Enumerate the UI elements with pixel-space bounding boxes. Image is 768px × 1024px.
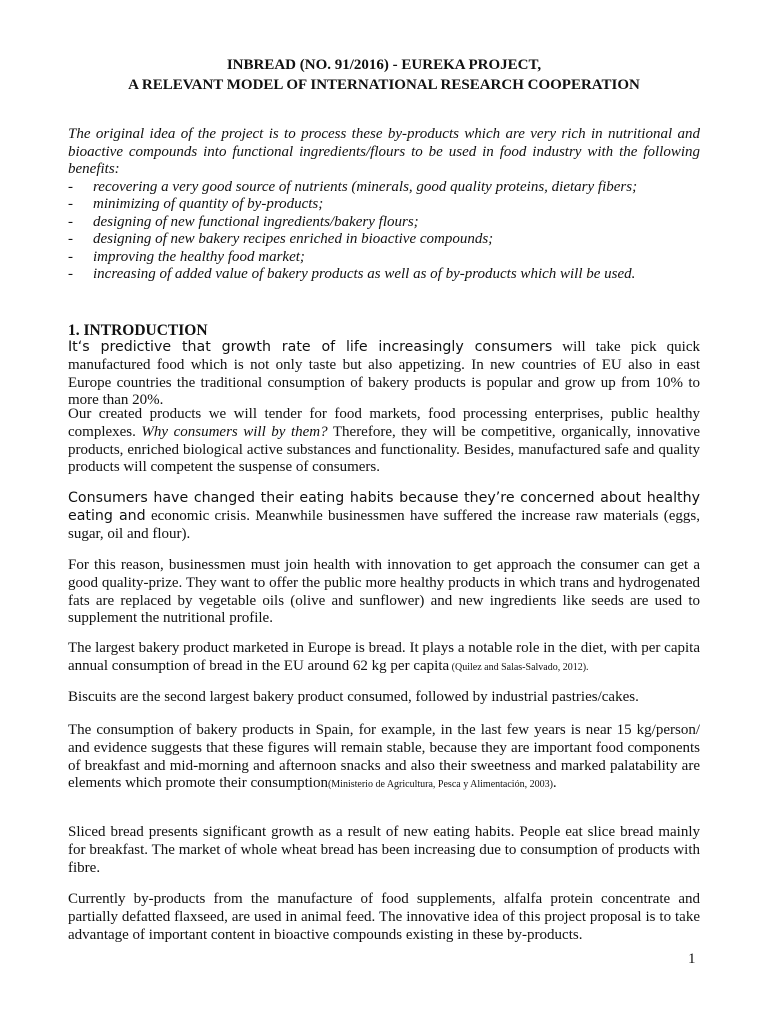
benefit-item [68, 231, 700, 249]
bullet-marker: - [68, 196, 73, 212]
paragraph-7-end: . [552, 775, 557, 792]
document-title-line-1: INBREAD (NO. 91/2016) - EUREKA PROJECT, [226, 57, 542, 73]
project-idea-text: The original idea of the project is to process these by-products which are very rich in nutritional and bioactive compounds into functional ingredients/flours to be used in food industry with the following benefits: [68, 126, 700, 177]
paragraph-1-lead: It‘s predictive that growth rate of life increasingly consumers [68, 339, 553, 355]
paragraph-4: For this reason, businessmen must join health with innovation to get approach the consumer can get a good quality-prize. They want to offer the public more healthy products in which trans and hydrogenated fats are replaced by vegetable oils (olive and sunflower) and new ingredients like seeds are used to supplement the nutritional profile. [68, 557, 700, 627]
bullet-marker: - [68, 266, 73, 282]
paragraph-1-rest: will take pick quick manufactured food which is not only taste but also appetizing. In new countries of EU also in east Europe countries the traditional consumption of bakery products is popular and grow up from 10% to more than 20%. [68, 339, 700, 409]
paragraph-3-lead: Consumers have changed their eating habits because they’re concerned about healthy eating and [68, 490, 700, 524]
paragraph-5-text: The largest bakery product marketed in Europe is bread. It plays a notable role in the diet, with per capita annual consumption of bread in the EU around 62 kg per capita [68, 640, 700, 674]
benefit-text: increasing of added value of bakery products as well as of by-products which will be used. [93, 266, 636, 282]
benefit-item [68, 214, 700, 232]
paragraph-1 [68, 339, 700, 410]
benefit-item [68, 179, 700, 197]
project-idea-block [68, 126, 700, 284]
paragraph-8: Sliced bread presents significant growth as a result of new eating habits. People eat slice bread mainly for breakfast. The market of whole wheat bread has been increasing due to consumption of products with fibre. [68, 824, 700, 876]
paragraph-3-rest: economic crisis. Meanwhile businessmen have suffered the increase raw materials (eggs, sugar, oil and flour). [68, 507, 700, 542]
paragraph-2-start: Our created products we will tender for food markets, food processing enterprises, public healthy complexes. [68, 406, 700, 440]
page-number: 1 [688, 951, 696, 967]
bullet-marker: - [68, 213, 73, 230]
paragraph-2-end: Therefore, they will be competitive, organically, innovative products, enriched biological active substances and functionality. Besides, manufactured safe and quality products will competent the suspense of consumers. [68, 423, 700, 476]
section-heading: 1. INTRODUCTION [68, 322, 208, 339]
citation: (Ministerio de Agricultura, Pesca y Alimentación, 2003) [327, 779, 553, 791]
paragraph-7 [68, 722, 700, 794]
paragraph-7-text: The consumption of bakery products in Spain, for example, in the last few years is near 15 kg/person/ and evidence suggests that these figures will remain stable, because they are important food components of breakfast and mid-morning and afternoon snacks and also their sweetness and marked palatability are elements which promote their consumption [68, 722, 700, 792]
benefit-item [68, 249, 700, 267]
benefit-item [68, 266, 700, 284]
paragraph-2 [68, 406, 700, 477]
paragraph-3 [68, 490, 700, 543]
paragraph-6: Biscuits are the second largest bakery product consumed, followed by industrial pastries/cakes. [68, 689, 639, 705]
paragraph-2-question: Why consumers will by them? [141, 423, 328, 440]
bullet-marker: - [68, 231, 73, 247]
bullet-marker: - [68, 178, 73, 195]
paragraph-9: Currently by-products from the manufacture of food supplements, alfalfa protein concentrate and partially defatted flaxseed, are used in animal feed. The innovative idea of this project proposal is to take advantage of important content in bioactive compounds existing in these by-products. [68, 891, 700, 943]
benefit-text: designing of new functional ingredients/bakery flours; [93, 213, 419, 230]
benefit-text: designing of new bakery recipes enriched in bioactive compounds; [93, 231, 494, 247]
benefit-text: recovering a very good source of nutrients (minerals, good quality proteins, dietary fibers; [93, 178, 638, 195]
benefit-text: minimizing of quantity of by-products; [93, 196, 324, 212]
paragraph-5 [68, 640, 700, 677]
document-title-line-2: A RELEVANT MODEL OF INTERNATIONAL RESEARCH COOPERATION [128, 77, 640, 93]
citation: (Quilez and Salas-Salvado, 2012). [449, 661, 589, 673]
benefit-item [68, 196, 700, 214]
bullet-marker: - [68, 248, 73, 265]
benefit-text: improving the healthy food market; [93, 248, 305, 265]
